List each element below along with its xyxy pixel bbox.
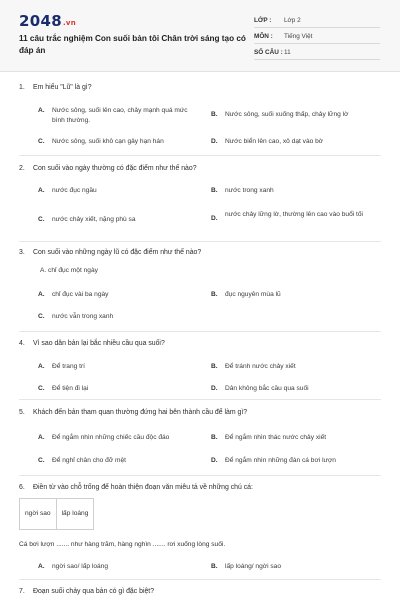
meta-grade — [254, 14, 380, 28]
question-number: 3. — [19, 249, 25, 256]
question-5 — [19, 402, 381, 476]
option-letter: A. — [38, 363, 45, 370]
word-bank — [19, 498, 94, 530]
option-text: nước đục ngầu — [52, 187, 97, 194]
site-logo[interactable] — [19, 12, 76, 30]
option-letter: A. — [38, 107, 45, 114]
question-4 — [19, 334, 381, 400]
question-7 — [19, 588, 154, 595]
question-number: 6. — [19, 484, 25, 491]
option-letter: C. — [38, 216, 45, 223]
option-text: Để ngắm nhìn những chiếc cầu độc đáo — [52, 434, 170, 441]
option-letter: B. — [211, 563, 218, 570]
question-text — [19, 165, 197, 172]
option-letter: B. — [211, 111, 218, 118]
meta-question-count — [254, 46, 380, 60]
question-text — [19, 409, 247, 416]
option-text: đục nguyên mùa lũ — [225, 291, 281, 298]
logo-text: 2048 — [19, 12, 62, 30]
option-text: Nước sông, suối lên cao, chảy mạnh quá mức bình thường. — [52, 107, 188, 124]
option-text: Để tiện đi lại — [52, 385, 89, 392]
fill-in-sentence: Cá bơi lượn ....... như hàng trăm, hàng nghìn ....... rơi xuống lòng suối. — [19, 541, 226, 548]
option-text: nước chảy xiết, nặng phù sa — [52, 216, 136, 223]
question-text — [19, 249, 201, 256]
question-number: 1. — [19, 84, 25, 91]
option-text: Để ngắm nhìn những đàn cá bơi lượn — [225, 457, 336, 464]
meta-subject — [254, 30, 380, 44]
question-label: Đoạn suối chảy qua bản có gì đặc biệt? — [33, 588, 155, 595]
question-2 — [19, 158, 381, 242]
option-text: Nước sông, suối xuống thấp, chảy lững lờ — [225, 111, 349, 118]
meta-value: Lớp 2 — [284, 17, 301, 24]
question-3 — [19, 244, 381, 332]
option-letter: B. — [211, 363, 218, 370]
question-text — [19, 340, 165, 347]
option-letter: A. — [38, 187, 45, 194]
option-text: ngời sao/ lấp loáng — [52, 563, 109, 570]
option-text: nước vẫn trong xanh — [52, 313, 114, 320]
meta-value: 11 — [284, 49, 291, 56]
question-label: Khách đến bản tham quan thường đứng hai bên thành cầu để làm gì? — [33, 409, 248, 416]
word-bank-item: ngời sao — [25, 510, 51, 517]
option-letter: A. — [38, 563, 45, 570]
meta-value: Tiếng Việt — [284, 33, 313, 40]
answer-line: A. chỉ đục một ngày — [40, 267, 98, 274]
option-letter: C. — [38, 385, 45, 392]
option-letter: A. — [38, 434, 45, 441]
meta-label: MÔN : — [254, 33, 273, 40]
option-letter: D. — [211, 138, 218, 145]
option-letter: B. — [211, 434, 218, 441]
option-text: Để trang trí — [52, 363, 85, 370]
logo-suffix: .vn — [62, 19, 77, 27]
question-text — [19, 84, 92, 91]
option-text: chỉ đục vài ba ngày — [52, 291, 109, 298]
meta-label: LỚP : — [254, 17, 272, 24]
option-letter: C. — [38, 313, 45, 320]
option-text: nước chảy lững lờ, thường lên cao vào buổi tối — [225, 211, 364, 218]
question-1 — [19, 78, 381, 156]
option-letter: C. — [38, 457, 45, 464]
option-text: Nước biển lên cao, xô dạt vào bờ — [225, 138, 324, 145]
option-letter: D. — [211, 215, 218, 222]
question-number: 2. — [19, 165, 25, 172]
question-text — [19, 484, 253, 491]
option-text: Để nghỉ chân cho đỡ mệt — [52, 457, 126, 464]
question-number: 5. — [19, 409, 25, 416]
question-label: Vì sao dân bản lại bắc nhiều cầu qua suối? — [33, 340, 165, 347]
question-label: Điền từ vào chỗ trống để hoàn thiện đoạn văn miêu tả về những chú cá: — [33, 484, 253, 491]
question-number: 7. — [19, 588, 25, 595]
option-letter: B. — [211, 291, 218, 298]
question-label: Con suối vào ngày thường có đặc điểm như thế nào? — [33, 165, 197, 172]
option-letter: D. — [211, 457, 218, 464]
option-letter: D. — [211, 385, 218, 392]
question-label: Con suối vào những ngày lũ có đặc điểm như thế nào? — [33, 249, 202, 256]
option-text: nước trong xanh — [225, 187, 274, 194]
page-title: 11 câu trắc nghiệm Con suối bản tôi Chân trời sáng tạo có đáp án — [19, 34, 246, 55]
option-letter: C. — [38, 138, 45, 145]
option-text: Để tránh nước chảy xiết — [225, 363, 296, 370]
option-letter: A. — [38, 291, 45, 298]
page-header — [0, 0, 400, 72]
option-text: lấp loáng/ ngời sao — [225, 563, 282, 570]
option-text: Nước sông, suối khô cạn gây hạn hán — [52, 138, 164, 145]
option-text: Để ngắm nhìn thác nước chảy xiết — [225, 434, 327, 441]
option-letter: B. — [211, 187, 218, 194]
word-bank-item: lấp loáng — [56, 499, 94, 529]
question-number: 4. — [19, 340, 25, 347]
question-label: Em hiểu "Lũ" là gì? — [33, 84, 92, 91]
meta-label: SỐ CÂU : — [254, 49, 283, 56]
option-text: Dân không bắc cầu qua suối — [225, 385, 309, 392]
